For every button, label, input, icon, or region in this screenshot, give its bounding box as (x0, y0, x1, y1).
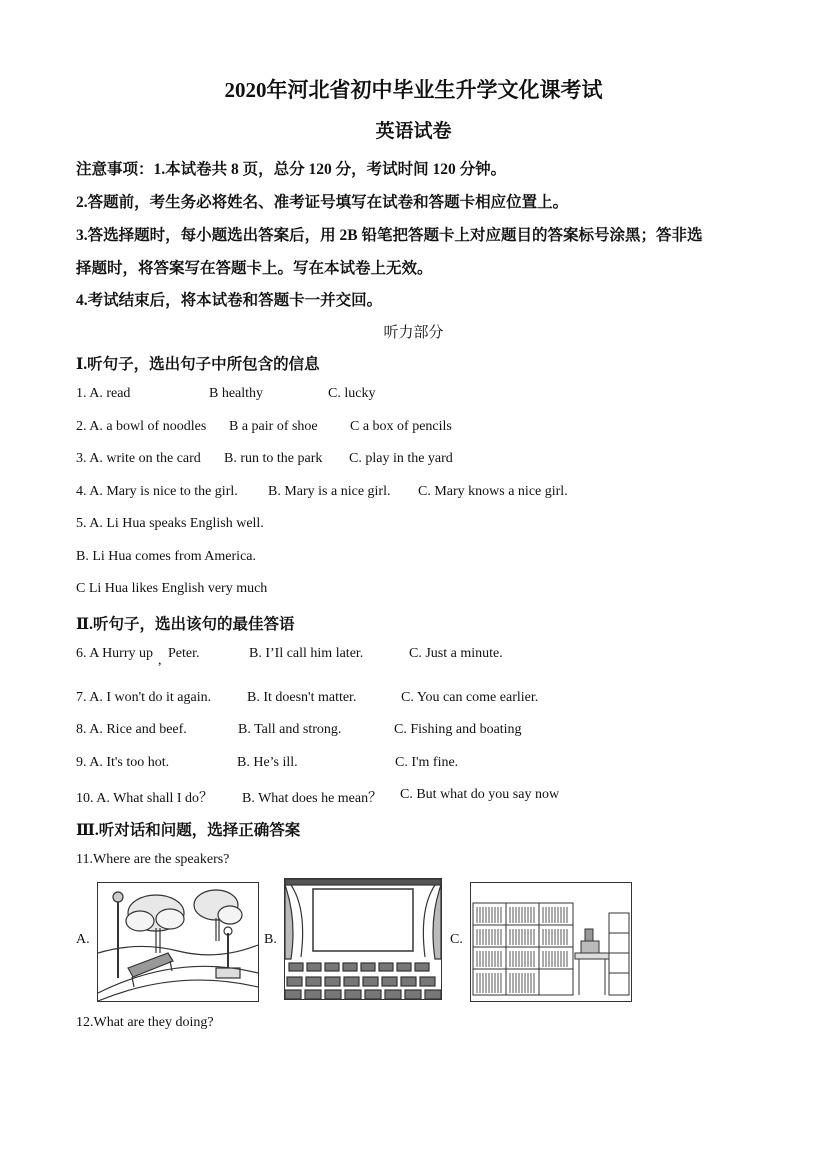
note-line-4: 择题时，将答案写在答题卡上。写在本试卷上无效。 (76, 260, 433, 277)
note-line-5: 4.考试结束后，将本试卷和答题卡一并交回。 (76, 292, 383, 309)
q9-option-c: C. I'm fine. (395, 755, 459, 770)
q6-option-a: 6. A Hurry up (76, 646, 153, 661)
part-title: 听力部分 (383, 325, 444, 341)
q5-option-b: B. Li Hua comes from America. (76, 549, 257, 564)
q7-option-a: 7. A. I won't do it again. (76, 690, 212, 705)
q8-option-c: C. Fishing and boating (394, 722, 522, 737)
q6-option-c: C. Just a minute. (409, 646, 503, 661)
q6-option-a-name: Peter. (168, 646, 200, 661)
q5-option-a: 5. A. Li Hua speaks English well. (76, 516, 264, 531)
park-image (97, 882, 259, 1002)
q9-option-a: 9. A. It's too hot. (76, 755, 170, 770)
note-line-1: 注意事项：1.本试卷共 8 页，总分 120 分，考试时间 120 分钟。 (76, 161, 507, 178)
cinema-image (284, 878, 442, 1000)
q6-option-b: B. I’Il call him later. (249, 646, 364, 661)
q3-option-a: 3. A. write on the card (76, 451, 201, 466)
q1-option-c: C. lucky (328, 386, 376, 401)
q6-comma: , (158, 653, 162, 668)
q9-option-b: B. He’s ill. (237, 755, 298, 770)
q11-label-a: A. (76, 932, 90, 947)
note-line-3: 3.答选择题时，每小题选出答案后，用 2B 铅笔把答题卡上对应题目的答案标号涂黑；答非选 (76, 227, 703, 244)
q5-option-c: C Li Hua likes English very much (76, 581, 268, 596)
q7-option-b: B. It doesn't matter. (247, 690, 357, 705)
q1-option-a: 1. A. read (76, 386, 131, 401)
q8-option-b: B. Tall and strong. (238, 722, 342, 737)
q1-option-b: B healthy (209, 386, 264, 401)
section-1-title: Ⅰ.听句子，选出句子中所包含的信息 (76, 356, 320, 373)
note-line-2: 2.答题前，考生务必将姓名、准考证号填写在试卷和答题卡相应位置上。 (76, 194, 569, 211)
q10-option-c: C. But what do you say now (400, 787, 560, 802)
q2-option-c: C a box of pencils (350, 419, 452, 434)
q3-option-c: C. play in the yard (349, 451, 453, 466)
q7-option-c: C. You can come earlier. (401, 690, 539, 705)
q11-question: 11.Where are the speakers? (76, 852, 230, 867)
q4-option-a: 4. A. Mary is nice to the girl. (76, 484, 238, 499)
q4-option-c: C. Mary knows a nice girl. (418, 484, 568, 499)
q10-option-b: B. What does he mean？ (242, 791, 383, 806)
q3-option-b: B. run to the park (224, 451, 323, 466)
section-2-title: Ⅱ.听句子，选出该句的最佳答语 (76, 616, 295, 633)
section-3-title: Ⅲ.听对话和问题，选择正确答案 (76, 822, 301, 839)
q12-question: 12.What are they doing? (76, 1015, 214, 1030)
exam-subtitle: 英语试卷 (375, 121, 452, 142)
q2-option-a: 2. A. a bowl of noodles (76, 419, 207, 434)
exam-title: 2020年河北省初中毕业生升学文化课考试 (224, 78, 603, 102)
q2-option-b: B a pair of shoe (229, 419, 318, 434)
q11-label-c: C. (450, 932, 463, 947)
q11-label-b: B. (264, 932, 277, 947)
library-image (470, 882, 632, 1002)
q8-option-a: 8. A. Rice and beef. (76, 722, 187, 737)
q4-option-b: B. Mary is a nice girl. (268, 484, 391, 499)
q10-option-a: 10. A. What shall I do？ (76, 791, 214, 806)
